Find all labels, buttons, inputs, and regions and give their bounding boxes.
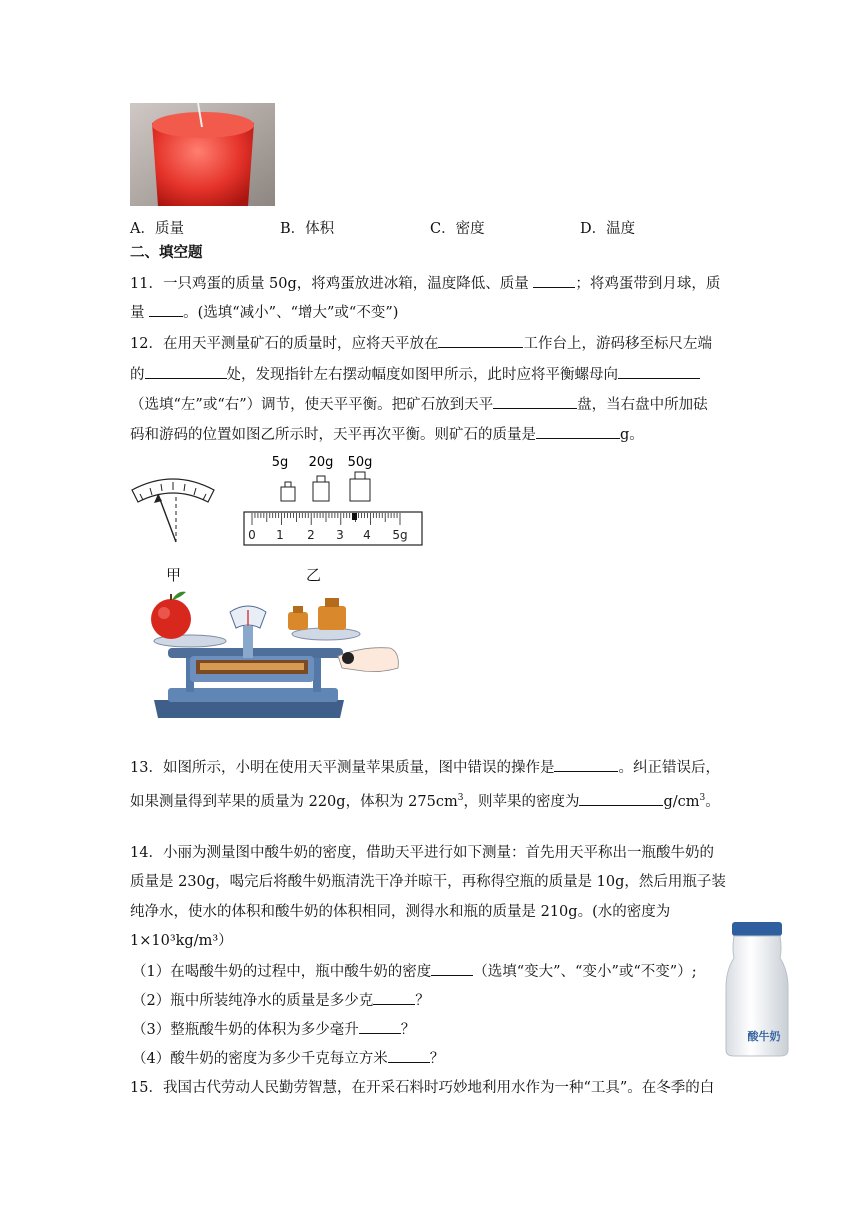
weight-50g — [350, 472, 370, 501]
q14-sub2: （2）瓶中所装纯净水的质量是多少克 ？ — [132, 990, 430, 1011]
q15-line1: 15．我国古代劳动人民勤劳智慧，在开采石料时巧妙地利用水作为一种“工具”。在冬季的白 — [130, 1080, 715, 1096]
rider — [352, 513, 357, 520]
q11-line1: 11．一只鸡蛋的质量 50g，将鸡蛋放进冰箱，温度降低、质量 ；将鸡蛋带到月球，质 — [130, 273, 720, 294]
balance-scale-illustration — [128, 588, 403, 723]
q12-line1: 12．在用天平测量矿石的质量时，应将天平放在 工作台上，游码移至标尺左端 — [130, 333, 712, 354]
q13-line1: 13．如图所示，小明在使用天平测量苹果质量，图中错误的操作是 。纠正错误后， — [130, 757, 720, 778]
weights-ruler-figure — [242, 452, 427, 548]
ruler-tick-4: 4 — [363, 528, 371, 542]
weight-5g — [281, 482, 295, 501]
q13-line2: 如果测量得到苹果的质量为 220g，体积为 $275cm^3$，则苹果的密度为 $g/cm^3$。 — [130, 788, 720, 812]
q14-sub4: （4）酸牛奶的密度为多少千克每立方米 ？ — [132, 1048, 444, 1069]
option-d: D．温度 — [580, 221, 636, 237]
section-heading: 二、填空题 — [130, 245, 203, 261]
weight-label-5g: 5g — [271, 455, 289, 470]
weight-label-50g: 50g — [347, 455, 373, 470]
q14-line3: 纯净水，使水的体积和酸牛奶的体积相同，测得水和瓶的质量是 210g。(水的密度为 — [130, 904, 671, 920]
q14-sub1: （1）在喝酸牛奶的过程中，瓶中酸牛奶的密度 （选填“变大”、“变小”或“不变”）; — [132, 961, 697, 982]
ruler-tick-0: 0 — [248, 528, 256, 542]
ruler-tick-1: 1 — [276, 528, 284, 542]
option-c: C．密度 — [430, 221, 485, 237]
dial-figure — [128, 472, 218, 547]
ruler-tick-2: 2 — [307, 528, 315, 542]
yogurt-bottle-image — [724, 918, 790, 1058]
figure-label-yi: 乙 — [306, 566, 322, 584]
q11-line2: 量 。(选填“减小”、“增大”或“不变”) — [130, 302, 398, 323]
candle-photo — [130, 103, 275, 206]
bottle-label: 酸牛奶 — [747, 1030, 781, 1043]
q14-line2: 质量是 230g，喝完后将酸牛奶瓶清洗干净并晾干，再称得空瓶的质量是 10g，然后用瓶子装 — [130, 874, 726, 890]
q12-line4: 码和游码的位置如图乙所示时，天平再次平衡。则矿石的质量是 g。 — [130, 424, 644, 445]
q14-line1: 14．小丽为测量图中酸牛奶的密度，借助天平进行如下测量：首先用天平称出一瓶酸牛奶的 — [130, 845, 714, 861]
weight-label-20g: 20g — [308, 455, 334, 470]
weight-20g — [313, 476, 329, 501]
q12-line2: 的 处，发现指针左右摆动幅度如图甲所示，此时应将平衡螺母向 — [130, 364, 700, 385]
q14-line4: 1×10³kg/m³） — [130, 933, 233, 949]
q14-sub3: （3）整瓶酸牛奶的体积为多少毫升 ？ — [132, 1019, 415, 1040]
figure-label-jia: 甲 — [166, 566, 182, 584]
ruler-tick-5: 5g — [392, 528, 408, 542]
option-a: A．质量 — [130, 221, 184, 237]
q12-line3: （选填“左”或“右”）调节，使天平平衡。把矿石放到天平 盘，当右盘中所加砝 — [130, 394, 708, 415]
option-b: B．体积 — [280, 221, 335, 237]
ruler-tick-3: 3 — [336, 528, 344, 542]
